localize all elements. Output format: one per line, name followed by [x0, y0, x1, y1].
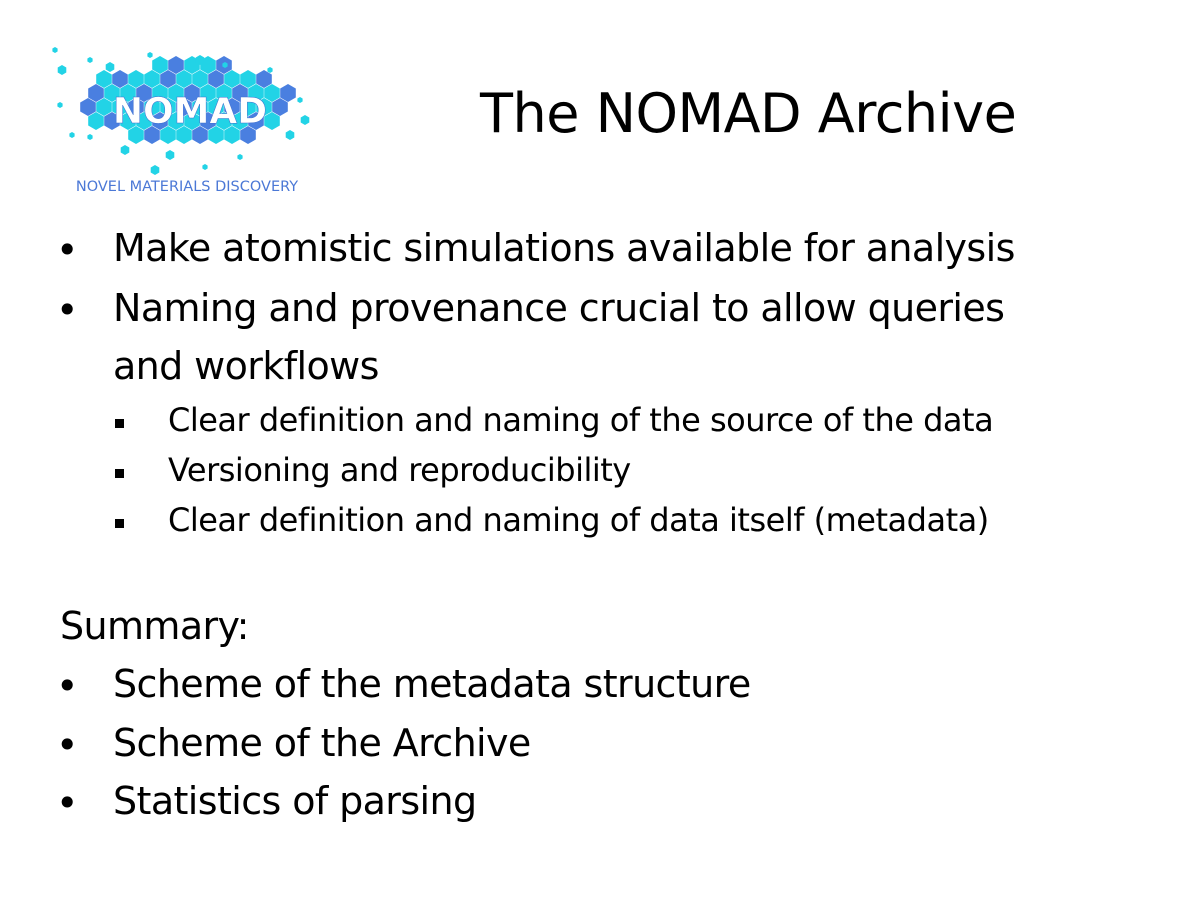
logo-hexagon	[160, 70, 176, 88]
logo-hexagon	[267, 67, 272, 73]
summary-item-3: Statistics of parsing	[113, 779, 477, 823]
bullet-marker: •	[56, 228, 79, 272]
logo-wordmark: NOMAD	[112, 91, 268, 132]
logo-hexagon	[280, 84, 296, 102]
bullet-2-line1: Naming and provenance crucial to allow queries	[113, 286, 1005, 330]
sub-bullet-3: Clear definition and naming of data itself (metadata)	[168, 501, 989, 539]
slide-title: The NOMAD Archive	[480, 82, 1017, 145]
summary-item-2: Scheme of the Archive	[113, 721, 531, 765]
logo-hexagon	[240, 70, 256, 88]
logo-tagline: NOVEL MATERIALS DISCOVERY	[75, 179, 299, 195]
logo-hexagon	[144, 70, 160, 88]
logo-hexagon	[301, 115, 310, 125]
logo-hexagon	[168, 56, 184, 74]
logo-hexagon	[88, 84, 104, 102]
bullet-marker: •	[56, 723, 79, 767]
logo-hexagon	[152, 56, 168, 74]
sub-bullet-marker	[115, 419, 124, 428]
logo-hexagon	[106, 62, 115, 72]
logo-hexagon	[272, 98, 288, 116]
logo-hexagon	[87, 57, 92, 63]
logo-hexagon	[87, 134, 92, 140]
summary-item-1: Scheme of the metadata structure	[113, 662, 751, 706]
logo-hexagon	[202, 164, 207, 170]
logo-hexagon	[151, 165, 160, 175]
logo-hexagon	[80, 98, 96, 116]
sub-bullet-2: Versioning and reproducibility	[168, 451, 631, 489]
bullet-marker: •	[56, 781, 79, 825]
logo-hexagon	[112, 70, 128, 88]
sub-bullet-marker	[115, 519, 124, 528]
nomad-logo	[50, 45, 330, 204]
logo-hexagon	[57, 102, 62, 108]
summary-heading: Summary:	[60, 604, 249, 648]
logo-hexagon	[52, 47, 57, 53]
logo-hexagon	[224, 70, 240, 88]
bullet-1: Make atomistic simulations available for analysis	[113, 226, 1015, 270]
logo-hexagon	[176, 70, 192, 88]
bullet-2-line2: and workflows	[113, 344, 379, 388]
logo-hexagon	[69, 132, 74, 138]
nomad-logo-graphic	[50, 45, 330, 200]
logo-hexagon	[192, 70, 208, 88]
logo-hexagon	[96, 70, 112, 88]
logo-hexagon	[128, 70, 144, 88]
logo-hexagon	[147, 52, 152, 58]
bullet-marker: •	[56, 288, 79, 332]
logo-hexagon	[256, 70, 272, 88]
logo-hexagon	[297, 97, 302, 103]
sub-bullet-marker	[115, 469, 124, 478]
logo-hexagon	[286, 130, 295, 140]
sub-bullet-1: Clear definition and naming of the source of the data	[168, 401, 994, 439]
logo-hexagon	[166, 150, 175, 160]
logo-hexagon	[58, 65, 67, 75]
logo-hexagon	[88, 112, 104, 130]
logo-hexagon	[121, 145, 130, 155]
logo-hexagon	[96, 98, 112, 116]
logo-hexagon	[208, 70, 224, 88]
bullet-marker: •	[56, 664, 79, 708]
logo-hexagon	[237, 154, 242, 160]
